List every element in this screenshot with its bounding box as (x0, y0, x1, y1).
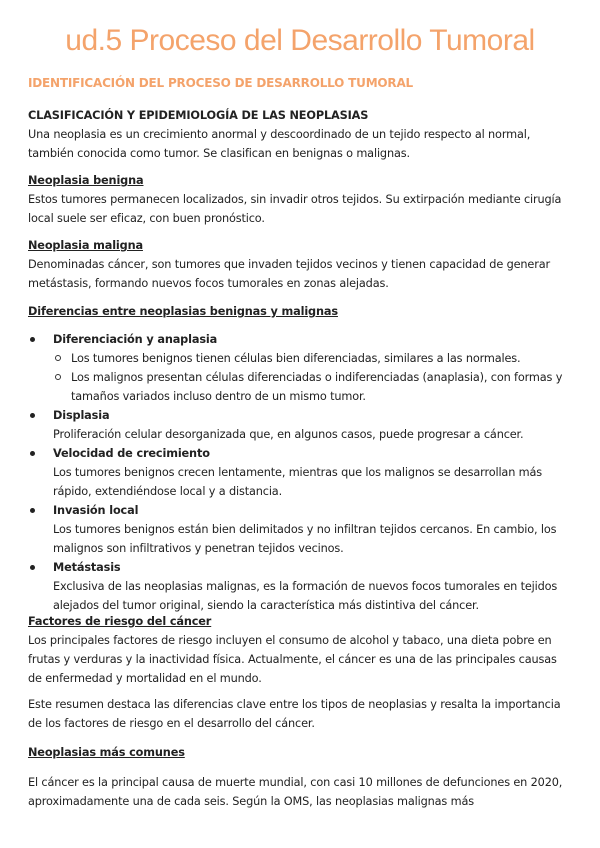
classification-text: Una neoplasia es un crecimiento anormal y descoordinado de un tejido respecto al normal, también conocida como tumor. Se clasifican en benignas o malignas. (28, 128, 531, 160)
classification-heading: CLASIFICACIÓN Y EPIDEMIOLOGÍA DE LAS NEOPLASIAS (28, 109, 369, 122)
list-item (28, 444, 573, 501)
list-item-title: Diferenciación y anaplasia (53, 333, 218, 346)
list-item-text: Los tumores benignos están bien delimitados y no infiltran tejidos cercanos. En cambio, los malignos son infiltrativos y penetran tejidos vecinos. (53, 523, 557, 555)
common-neoplasms-heading: Neoplasias más comunes (28, 746, 185, 759)
sub-list-item: Los malignos presentan células diferenciadas o indiferenciadas (anaplasia), con formas y tamaños variados incluso dentro de un mismo tumor. (53, 368, 573, 406)
document-title: ud.5 Proceso del Desarrollo Tumoral (65, 24, 535, 57)
differences-list-block (28, 330, 573, 615)
section-differences (28, 302, 573, 321)
risk-factors-text: Los principales factores de riesgo incluyen el consumo de alcohol y tabaco, una dieta pobre en frutas y verduras y la inactividad física. Actualmente, el cáncer es una de las principales causas de enfermedad y mortalidad en el mundo. (28, 634, 557, 685)
section-common-neoplasms (28, 743, 573, 811)
differences-heading: Diferencias entre neoplasias benignas y malignas (28, 305, 338, 318)
section-classification (28, 106, 573, 163)
malignant-heading: Neoplasia maligna (28, 239, 143, 252)
differences-list (28, 330, 573, 615)
list-item-text: Exclusiva de las neoplasias malignas, es la formación de nuevos focos tumorales en tejidos alejados del tumor original, siendo la característica más distintiva del cáncer. (53, 580, 558, 612)
list-item-text: Proliferación celular desorganizada que, en algunos casos, puede progresar a cáncer. (53, 428, 524, 441)
list-item-title: Displasia (53, 409, 110, 422)
risk-factors-heading: Factores de riesgo del cáncer (28, 615, 212, 628)
list-item-title: Velocidad de crecimiento (53, 447, 210, 460)
list-item (28, 330, 573, 406)
summary-text: Este resumen destaca las diferencias clave entre los tipos de neoplasias y resalta la importancia de los factores de riesgo en el desarrollo del cáncer. (28, 698, 561, 730)
section-malignant (28, 236, 573, 293)
sub-list-item: Los tumores benignos tienen células bien diferenciadas, similares a las normales. (53, 349, 573, 368)
malignant-text: Denominadas cáncer, son tumores que invaden tejidos vecinos y tienen capacidad de generar metástasis, formando nuevos focos tumorales en zonas alejadas. (28, 258, 550, 290)
section-benign (28, 171, 573, 228)
list-item (28, 558, 573, 615)
list-item-text: Los tumores benignos crecen lentamente, mientras que los malignos se desarrollan más rápido, extendiéndose local y a distancia. (53, 466, 543, 498)
list-item-title: Invasión local (53, 504, 139, 517)
list-item-title: Metástasis (53, 561, 121, 574)
sub-list (53, 349, 573, 406)
section-subtitle: IDENTIFICACIÓN DEL PROCESO DE DESARROLLO TUMORAL (28, 76, 414, 90)
list-item (28, 406, 573, 444)
benign-text: Estos tumores permanecen localizados, sin invadir otros tejidos. Su extirpación mediante cirugía local suele ser eficaz, con buen pronóstico. (28, 193, 562, 225)
benign-heading: Neoplasia benigna (28, 174, 144, 187)
section-risk-factors (28, 612, 573, 688)
summary-block (28, 695, 573, 733)
list-item (28, 501, 573, 558)
common-neoplasms-text: El cáncer es la principal causa de muerte mundial, con casi 10 millones de defunciones en 2020, aproximadamente una de cada seis. Según la OMS, las neoplasias malignas más (28, 776, 563, 808)
